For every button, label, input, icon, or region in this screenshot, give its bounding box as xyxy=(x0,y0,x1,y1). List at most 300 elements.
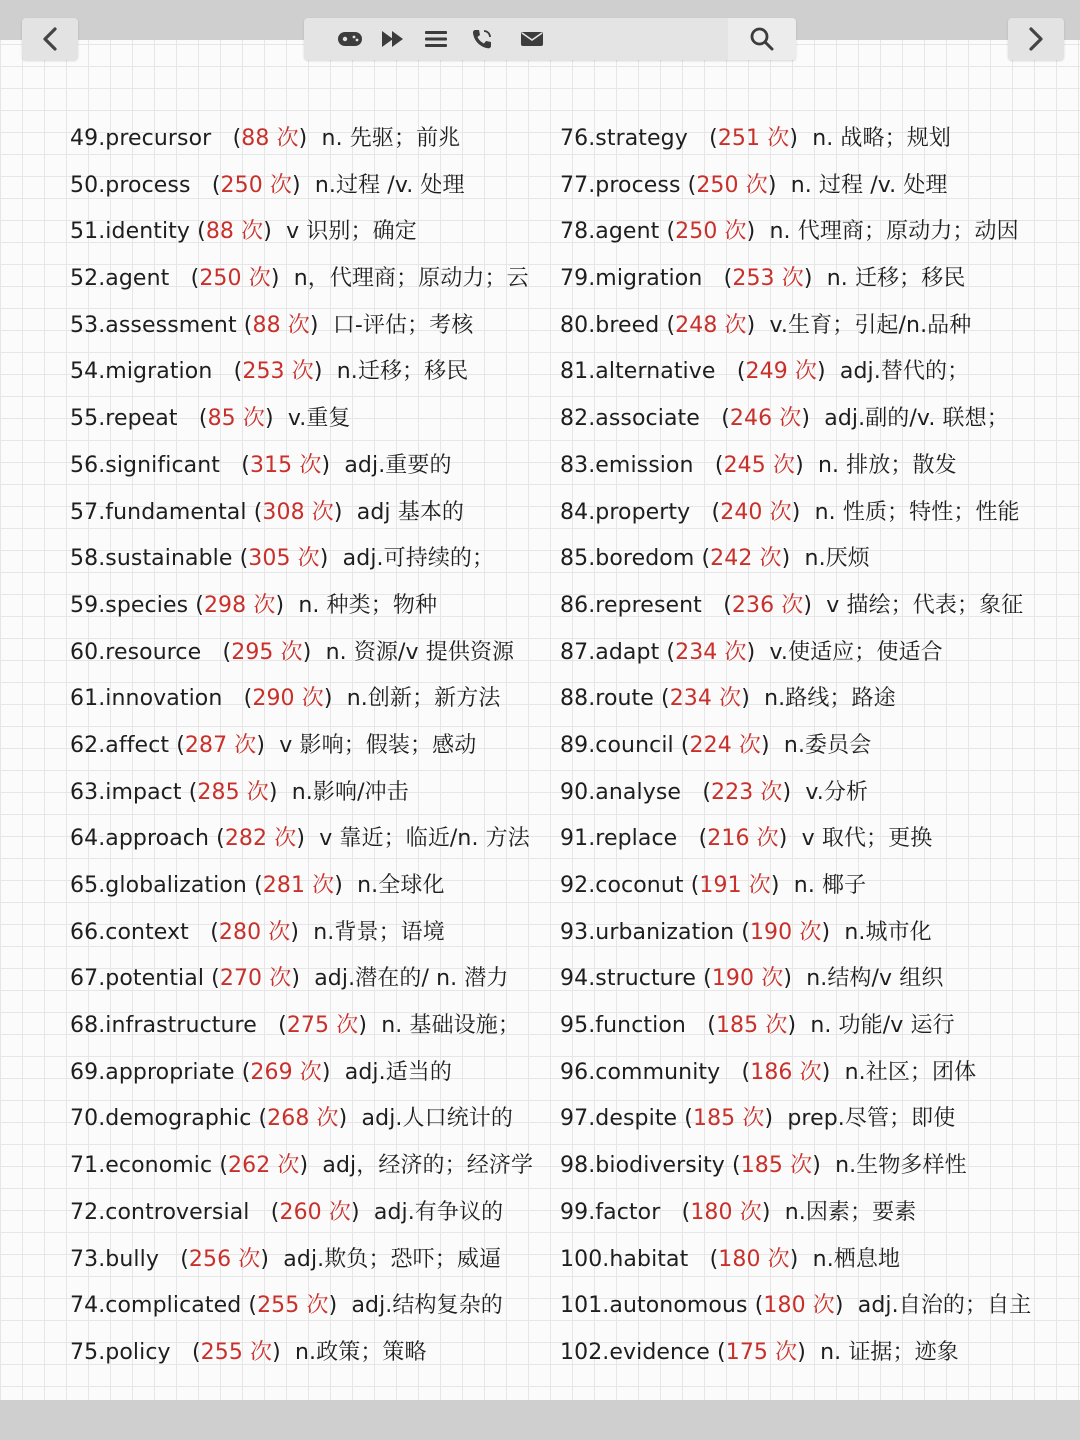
word-entry xyxy=(560,676,1031,723)
entry-gap xyxy=(813,266,827,291)
entry-paren: ) xyxy=(746,312,756,338)
entry-gap xyxy=(311,640,325,665)
word-entry xyxy=(70,303,533,350)
entry-paren: ( xyxy=(690,873,700,898)
word-entry xyxy=(560,349,1031,396)
entry-gap xyxy=(688,1247,709,1272)
word-entry xyxy=(70,770,533,817)
entry-paren: ) xyxy=(797,1339,806,1365)
entry-gap xyxy=(800,500,814,525)
right-word-column xyxy=(560,116,1031,1377)
entry-gap xyxy=(755,219,769,244)
entry-gap xyxy=(702,593,723,618)
entry-meaning: n. 功能/v 运行 xyxy=(810,1013,955,1039)
entry-paren: ) xyxy=(292,172,301,198)
entry-count: 250 次 xyxy=(675,219,747,245)
entry-meaning: n.迁移；移民 xyxy=(336,359,469,385)
entry-meaning: n. 性质；特性；性能 xyxy=(814,499,1020,525)
entry-paren: ) xyxy=(260,1246,270,1272)
entry-count: 253 次 xyxy=(732,266,804,292)
entry-paren: ( xyxy=(216,826,225,852)
entry-gap xyxy=(308,1153,322,1178)
entry-meaning: n. 基础设施； xyxy=(381,1013,520,1039)
entry-word: 87.adapt xyxy=(560,639,660,665)
entry-gap xyxy=(674,733,681,758)
entry-paren: ) xyxy=(272,1339,281,1365)
entry-gap xyxy=(748,1293,755,1318)
entry-paren: ( xyxy=(210,919,219,945)
entry-meaning: v.生育；引起/n.品种 xyxy=(769,312,972,338)
entry-gap xyxy=(830,1060,844,1085)
entry-paren: ( xyxy=(243,686,253,712)
entry-count: 250 次 xyxy=(696,172,768,198)
mail-icon xyxy=(520,30,544,48)
entry-count: 234 次 xyxy=(675,639,747,665)
word-entry xyxy=(560,956,1031,1003)
entry-count: 224 次 xyxy=(689,732,762,758)
entry-meaning: n.政策；策略 xyxy=(295,1339,427,1365)
entry-gap xyxy=(337,1293,351,1318)
entry-paren: ) xyxy=(358,1013,368,1039)
entry-count: 88 次 xyxy=(205,219,264,245)
word-entry xyxy=(560,1050,1031,1097)
entry-gap xyxy=(725,1153,732,1178)
entry-paren: ( xyxy=(680,732,690,758)
list-button[interactable] xyxy=(423,27,449,51)
word-entry xyxy=(70,163,533,210)
entry-meaning: v 识别；确定 xyxy=(286,219,417,245)
entry-paren: ) xyxy=(256,732,266,758)
entry-meaning: adj.人口统计的 xyxy=(361,1106,513,1132)
entry-paren: ) xyxy=(290,919,300,945)
entry-meaning: adj，经济的；经济学 xyxy=(322,1153,534,1179)
entry-count: 315 次 xyxy=(249,452,322,478)
entry-paren: ( xyxy=(188,779,198,805)
word-entry xyxy=(560,816,1031,863)
entry-word: 66.context xyxy=(70,919,189,945)
entry-count: 180 次 xyxy=(690,1199,762,1225)
entry-paren: ( xyxy=(717,1339,726,1365)
entry-gap xyxy=(247,873,254,898)
mail-button[interactable] xyxy=(519,27,545,51)
entry-gap xyxy=(265,733,279,758)
entry-gap xyxy=(798,126,812,151)
entry-gap xyxy=(770,733,784,758)
word-entry xyxy=(560,209,1031,256)
entry-word: 71.economic xyxy=(70,1153,213,1179)
word-entry xyxy=(70,723,533,770)
word-entry xyxy=(70,583,533,630)
entry-paren: ) xyxy=(821,1059,831,1085)
search-button[interactable] xyxy=(728,18,796,60)
entry-gap xyxy=(319,313,333,338)
entry-gap xyxy=(201,640,222,665)
word-entry xyxy=(560,630,1031,677)
entry-gap xyxy=(343,500,357,525)
entry-count: 290 次 xyxy=(252,686,324,712)
entry-word: 73.bully xyxy=(70,1246,159,1272)
entry-paren: ( xyxy=(701,546,711,572)
entry-paren: ) xyxy=(817,359,826,385)
entry-paren: ) xyxy=(789,1246,799,1272)
entry-word: 85.boredom xyxy=(560,546,695,572)
entry-count: 270 次 xyxy=(219,966,292,992)
entry-gap xyxy=(247,500,254,525)
entry-gap xyxy=(830,920,844,945)
entry-paren: ( xyxy=(211,966,220,992)
fast-forward-button[interactable] xyxy=(380,27,406,51)
entry-gap xyxy=(690,500,711,525)
entry-paren: ) xyxy=(263,219,272,245)
entry-gap xyxy=(780,873,794,898)
word-entry xyxy=(560,863,1031,910)
entry-paren: ) xyxy=(319,546,329,572)
entry-gap xyxy=(710,1340,717,1365)
entry-paren: ( xyxy=(253,499,263,525)
entry-paren: ( xyxy=(703,966,712,992)
entry-word: 101.autonomous xyxy=(560,1293,748,1319)
entry-gap xyxy=(269,1247,283,1272)
entry-meaning: v 靠近；临近/n. 方法 xyxy=(319,826,530,852)
word-entry xyxy=(70,910,533,957)
entry-gap xyxy=(716,359,737,384)
entry-paren: ( xyxy=(211,172,221,198)
entry-count: 253 次 xyxy=(242,359,314,385)
entry-word: 75.policy xyxy=(70,1339,171,1365)
entry-count: 236 次 xyxy=(731,592,804,618)
entry-meaning: v 取代；更换 xyxy=(801,826,933,852)
entry-paren: ) xyxy=(795,452,804,478)
entry-count: 185 次 xyxy=(740,1153,813,1179)
entry-gap xyxy=(272,219,286,244)
reader-toolbar xyxy=(304,18,796,60)
entry-paren: ( xyxy=(239,546,249,572)
entry-count: 88 次 xyxy=(241,126,299,151)
entry-meaning: adj.结构复杂的 xyxy=(351,1293,503,1319)
entry-paren: ( xyxy=(180,1246,189,1272)
entry-word: 55.repeat xyxy=(70,406,178,432)
entry-paren: ( xyxy=(243,312,253,338)
entry-meaning: v 描绘；代表；象征 xyxy=(826,592,1024,618)
entry-gap xyxy=(700,406,721,431)
bottom-strip xyxy=(0,1400,1080,1440)
entry-count: 281 次 xyxy=(262,873,335,898)
word-entry xyxy=(560,1190,1031,1237)
entry-word: 91.replace xyxy=(560,826,678,852)
entry-gap xyxy=(681,780,702,805)
entry-meaning: n.社区；团体 xyxy=(844,1059,977,1085)
entry-paren: ( xyxy=(687,172,697,198)
entry-meaning: adj.潜在的/ n. 潜力 xyxy=(314,966,509,992)
entry-meaning: adj.有争议的 xyxy=(373,1199,504,1225)
entry-count: 285 次 xyxy=(197,779,269,805)
entry-gap xyxy=(220,453,241,478)
entry-count: 190 次 xyxy=(711,966,784,992)
entry-paren: ) xyxy=(803,266,813,292)
entry-word: 65.globalization xyxy=(70,873,247,898)
chevron-left-icon xyxy=(39,26,61,52)
entry-gap xyxy=(333,686,347,711)
entry-word: 86.represent xyxy=(560,592,702,618)
entry-paren: ) xyxy=(767,172,777,198)
entry-paren: ( xyxy=(232,126,242,151)
entry-gap xyxy=(812,593,826,618)
entry-meaning: n.背景；语境 xyxy=(313,919,445,945)
phone-button[interactable] xyxy=(469,27,495,51)
entry-paren: ) xyxy=(791,499,801,525)
entry-count: 245 次 xyxy=(723,452,796,478)
entry-word: 96.community xyxy=(560,1059,721,1085)
entry-count: 175 次 xyxy=(725,1339,798,1365)
word-entry xyxy=(70,443,533,490)
entry-gap xyxy=(750,686,764,711)
word-entry xyxy=(560,1283,1031,1330)
entry-gap xyxy=(257,1013,278,1038)
word-entry xyxy=(560,723,1031,770)
entry-meaning: n. 代理商；原动力；动因 xyxy=(769,219,1019,245)
entry-paren: ) xyxy=(298,126,308,151)
entry-paren: ( xyxy=(197,219,206,245)
entry-paren: ( xyxy=(684,1106,693,1132)
entry-gap xyxy=(159,1247,180,1272)
entry-paren: ) xyxy=(770,873,780,898)
word-entry xyxy=(560,583,1031,630)
entry-gap xyxy=(281,1340,295,1365)
entry-paren: ( xyxy=(707,1013,716,1039)
entry-meaning: n.过程 /v. 处理 xyxy=(314,172,465,198)
entry-meaning: adj.自治的；自主 xyxy=(857,1293,1032,1319)
entry-meaning: n.因素；要素 xyxy=(784,1199,917,1225)
entry-word: 51.identity xyxy=(70,219,191,245)
entry-paren: ( xyxy=(741,919,750,945)
entry-count: 180 次 xyxy=(763,1293,835,1319)
word-entry xyxy=(70,209,533,256)
entry-gap xyxy=(826,359,840,384)
entry-gap xyxy=(235,1060,242,1085)
entry-gap xyxy=(237,313,244,338)
entry-paren: ) xyxy=(321,1059,331,1085)
word-entry xyxy=(70,116,533,163)
entry-gap xyxy=(821,1153,835,1178)
word-entry xyxy=(70,1050,533,1097)
word-entry xyxy=(560,1330,1031,1377)
entry-count: 242 次 xyxy=(710,546,782,572)
left-word-column xyxy=(70,116,533,1377)
entry-gap xyxy=(233,546,240,571)
word-entry xyxy=(70,816,533,863)
entry-paren: ( xyxy=(241,1059,251,1085)
entry-meaning: adj 基本的 xyxy=(356,499,465,525)
entry-meaning: n.结构/v 组织 xyxy=(806,966,944,992)
entry-paren: ) xyxy=(299,1153,309,1179)
entry-meaning: n.栖息地 xyxy=(812,1246,901,1272)
entry-gap xyxy=(330,453,344,478)
entry-meaning: n.路线；路途 xyxy=(764,686,896,712)
entry-count: 250 次 xyxy=(220,172,292,198)
entry-gap xyxy=(178,406,199,431)
entry-gap xyxy=(307,126,321,151)
entry-word: 76.strategy xyxy=(560,126,688,151)
entry-paren: ( xyxy=(666,219,676,245)
entry-count: 186 次 xyxy=(750,1059,822,1085)
entry-paren: ( xyxy=(661,686,670,712)
entry-gap xyxy=(694,453,715,478)
entry-count: 234 次 xyxy=(669,686,742,712)
entry-gap xyxy=(212,359,233,384)
entry-gap xyxy=(274,406,288,431)
entry-gap xyxy=(777,173,791,198)
word-entry xyxy=(70,256,533,303)
word-entry xyxy=(560,536,1031,583)
entry-meaning: adj.欺负；恐吓；威逼 xyxy=(283,1246,502,1272)
entry-count: 280 次 xyxy=(218,919,291,945)
entry-gap xyxy=(343,873,357,898)
entry-meaning: n. 迁移；移民 xyxy=(826,266,966,292)
entry-gap xyxy=(771,1200,785,1225)
entry-paren: ) xyxy=(321,452,331,478)
entry-gap xyxy=(806,1340,820,1365)
entry-meaning: v.重复 xyxy=(287,406,351,432)
entry-paren: ) xyxy=(803,592,813,618)
entry-gap xyxy=(347,1106,361,1131)
entry-meaning: n. 资源/v 提供资源 xyxy=(325,639,515,665)
entry-count: 275 次 xyxy=(286,1013,359,1039)
entry-gap xyxy=(688,126,709,151)
entry-word: 61.innovation xyxy=(70,686,223,712)
entry-paren: ) xyxy=(821,919,831,945)
entry-meaning: adj.替代的； xyxy=(839,359,970,385)
entry-gap xyxy=(844,1293,858,1318)
entry-meaning: n. 种类；物种 xyxy=(298,592,438,618)
entry-gap xyxy=(755,640,769,665)
entry-gap xyxy=(720,1060,741,1085)
entry-paren: ) xyxy=(333,499,343,525)
word-entry xyxy=(560,1003,1031,1050)
entry-paren: ( xyxy=(711,499,721,525)
entry-word: 68.infrastructure xyxy=(70,1013,257,1039)
entry-paren: ( xyxy=(666,639,676,665)
entry-word: 57.fundamental xyxy=(70,499,247,525)
entry-gap xyxy=(787,826,801,851)
entry-word: 59.species xyxy=(70,592,189,618)
entry-count: 250 次 xyxy=(199,266,271,292)
entry-word: 70.demographic xyxy=(70,1106,252,1132)
entry-word: 50.process xyxy=(70,172,191,198)
entry-paren: ) xyxy=(834,1293,844,1319)
entry-gap xyxy=(284,593,298,618)
entry-meaning: n.创新；新方法 xyxy=(346,686,501,712)
word-entry xyxy=(70,1143,533,1190)
entry-paren: ) xyxy=(764,1106,774,1132)
entry-word: 83.emission xyxy=(560,452,694,478)
entry-paren: ( xyxy=(666,312,676,338)
word-entry xyxy=(70,956,533,1003)
entry-gap xyxy=(681,173,688,198)
entry-paren: ( xyxy=(702,779,711,805)
entry-paren: ( xyxy=(233,359,243,385)
word-entry xyxy=(70,1190,533,1237)
entry-word: 93.urbanization xyxy=(560,919,735,945)
word-entry xyxy=(70,1237,533,1284)
entry-word: 97.despite xyxy=(560,1106,678,1132)
entry-word: 95.function xyxy=(560,1013,686,1039)
entry-gap xyxy=(301,173,315,198)
entry-word: 81.alternative xyxy=(560,359,716,385)
entry-paren: ) xyxy=(787,1013,797,1039)
entry-paren: ) xyxy=(783,966,792,992)
entry-paren: ( xyxy=(681,1199,691,1225)
entry-paren: ( xyxy=(248,1293,258,1319)
entry-count: 282 次 xyxy=(224,826,297,852)
entry-gap xyxy=(790,546,804,571)
entry-count: 256 次 xyxy=(188,1246,261,1272)
entry-count: 190 次 xyxy=(749,919,822,945)
entry-paren: ( xyxy=(736,359,746,385)
word-entry xyxy=(560,1237,1031,1284)
entry-count: 191 次 xyxy=(699,873,771,898)
entry-meaning: n，代理商；原动力；云 xyxy=(293,266,529,292)
phone-icon xyxy=(470,28,494,50)
entry-paren: ) xyxy=(746,219,756,245)
entry-paren: ( xyxy=(709,126,718,151)
entry-paren: ) xyxy=(323,686,333,712)
entry-paren: ( xyxy=(709,1246,719,1272)
entry-paren: ( xyxy=(741,1059,751,1085)
entry-paren: ( xyxy=(714,452,724,478)
next-page-button[interactable] xyxy=(1008,18,1064,60)
entry-count: 249 次 xyxy=(745,359,817,385)
word-entry xyxy=(70,1096,533,1143)
entry-count: 240 次 xyxy=(720,499,792,525)
entry-count: 85 次 xyxy=(207,406,265,432)
entry-meaning: n.生物多样性 xyxy=(835,1153,967,1179)
entry-paren: ) xyxy=(761,1199,771,1225)
entry-gap xyxy=(755,313,769,338)
word-entry xyxy=(70,630,533,677)
entry-meaning: adj.可持续的； xyxy=(342,546,495,572)
entry-gap xyxy=(798,1247,812,1272)
entry-paren: ( xyxy=(754,1293,764,1319)
entry-gap xyxy=(367,1013,381,1038)
entry-word: 79.migration xyxy=(560,266,703,292)
entry-count: 255 次 xyxy=(200,1339,273,1365)
entry-word: 89.council xyxy=(560,732,674,758)
entry-word: 53.assessment xyxy=(70,312,237,338)
entry-paren: ) xyxy=(741,686,750,712)
word-entry xyxy=(70,1283,533,1330)
word-entry xyxy=(560,256,1031,303)
entry-meaning: n.城市化 xyxy=(844,919,932,945)
entry-gap xyxy=(791,780,805,805)
word-entry xyxy=(70,490,533,537)
entry-count: 298 次 xyxy=(203,592,276,618)
entry-paren: ) xyxy=(309,312,319,338)
entry-word: 100.habitat xyxy=(560,1246,689,1272)
gamepad-button[interactable] xyxy=(337,27,363,51)
word-entry xyxy=(560,490,1031,537)
entry-paren: ) xyxy=(296,826,306,852)
entry-word: 78.agent xyxy=(560,219,660,245)
entry-gap xyxy=(305,826,319,851)
entry-gap xyxy=(169,266,190,291)
entry-word: 67.potential xyxy=(70,966,205,992)
word-entry xyxy=(560,443,1031,490)
entry-paren: ( xyxy=(721,406,730,432)
gamepad-icon xyxy=(337,30,363,48)
entry-count: 251 次 xyxy=(717,126,790,151)
previous-page-button[interactable] xyxy=(22,18,78,60)
entry-word: 56.significant xyxy=(70,452,220,478)
